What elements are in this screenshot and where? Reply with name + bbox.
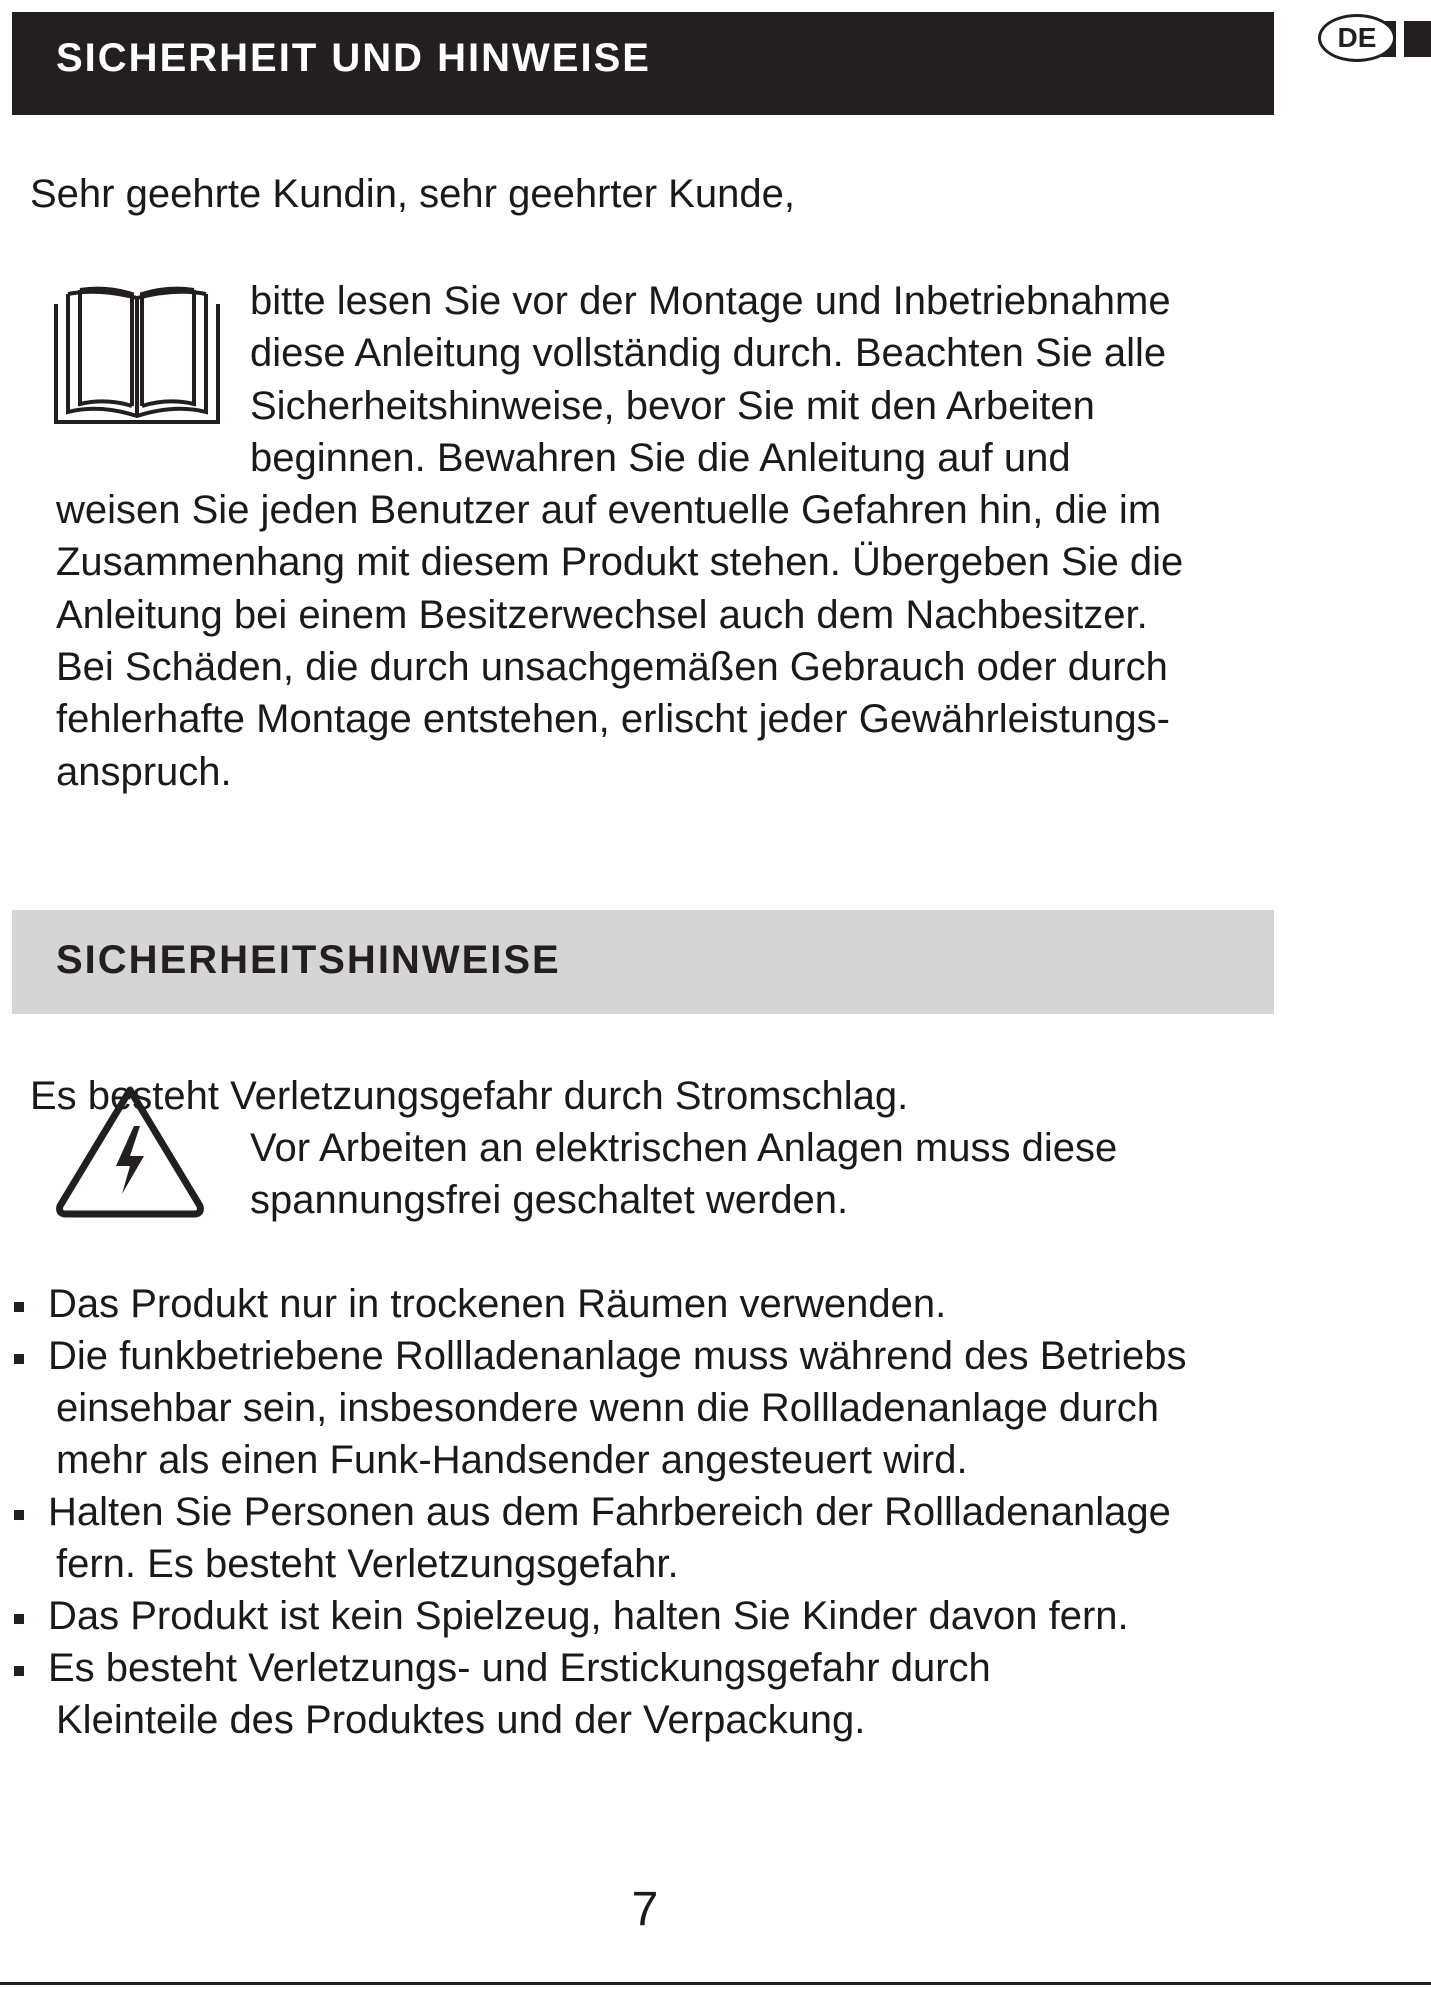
bottom-rule xyxy=(0,1982,1431,1985)
bullet-marker xyxy=(14,1354,24,1364)
warning-line: Vor Arbeiten an elektrischen Anlagen muss diese xyxy=(250,1126,1118,1170)
section-title: SICHERHEITSHINWEISE xyxy=(56,938,561,982)
bullet-line: Halten Sie Personen aus dem Fahrbereich der Rollladenanlage xyxy=(48,1490,1171,1534)
warning-line: Es besteht Verletzungsgefahr durch Stromschlag. xyxy=(30,1074,909,1118)
intro-line: anspruch. xyxy=(56,750,232,794)
page-title: SICHERHEIT UND HINWEISE xyxy=(56,36,651,80)
bullet-line: Kleinteile des Produktes und der Verpackung. xyxy=(56,1698,866,1742)
bullet-line: Das Produkt nur in trockenen Räumen verwenden. xyxy=(48,1282,947,1326)
bullet-marker xyxy=(14,1302,24,1312)
bullet-line: mehr als einen Funk-Handsender angesteuert wird. xyxy=(56,1438,968,1482)
intro-line: bitte lesen Sie vor der Montage und Inbetriebnahme xyxy=(250,279,1171,323)
intro-line: Sicherheitshinweise, bevor Sie mit den Arbeiten xyxy=(250,384,1095,428)
bullet-marker xyxy=(14,1666,24,1676)
intro-line: diese Anleitung vollständig durch. Beachten Sie alle xyxy=(250,331,1167,375)
intro-line: Bei Schäden, die durch unsachgemäßen Gebrauch oder durch xyxy=(56,645,1168,689)
intro-line: weisen Sie jeden Benutzer auf eventuelle Gefahren hin, die im xyxy=(56,488,1162,532)
intro-line: Anleitung bei einem Besitzerwechsel auch dem Nachbesitzer. xyxy=(56,593,1148,637)
intro-line: Zusammenhang mit diesem Produkt stehen. Übergeben Sie die xyxy=(56,540,1184,584)
salutation: Sehr geehrte Kundin, sehr geehrter Kunde, xyxy=(30,172,795,216)
bullet-line: Es besteht Verletzungs- und Erstickungsgefahr durch xyxy=(48,1646,991,1690)
warning-line: spannungsfrei geschaltet werden. xyxy=(250,1178,849,1222)
book-icon xyxy=(54,284,220,427)
bullet-line: einsehbar sein, insbesondere wenn die Rollladenanlage durch xyxy=(56,1386,1159,1430)
language-badge xyxy=(1318,14,1431,64)
bullet-line: fern. Es besteht Verletzungsgefahr. xyxy=(56,1542,679,1586)
bullet-line: Das Produkt ist kein Spielzeug, halten Sie Kinder davon fern. xyxy=(48,1594,1129,1638)
bullet-marker xyxy=(14,1510,24,1520)
language-tab-notch xyxy=(1396,21,1404,57)
page-number: 7 xyxy=(631,1883,659,1936)
intro-line: fehlerhafte Montage entstehen, erlischt jeder Gewährleistungs- xyxy=(56,697,1170,741)
bullet-line: Die funkbetriebene Rollladenanlage muss während des Betriebs xyxy=(48,1334,1187,1378)
intro-line: beginnen. Bewahren Sie die Anleitung auf und xyxy=(250,436,1071,480)
bullet-marker xyxy=(14,1614,24,1624)
high-voltage-warning-icon xyxy=(54,1082,206,1220)
language-code: DE xyxy=(1337,22,1377,53)
